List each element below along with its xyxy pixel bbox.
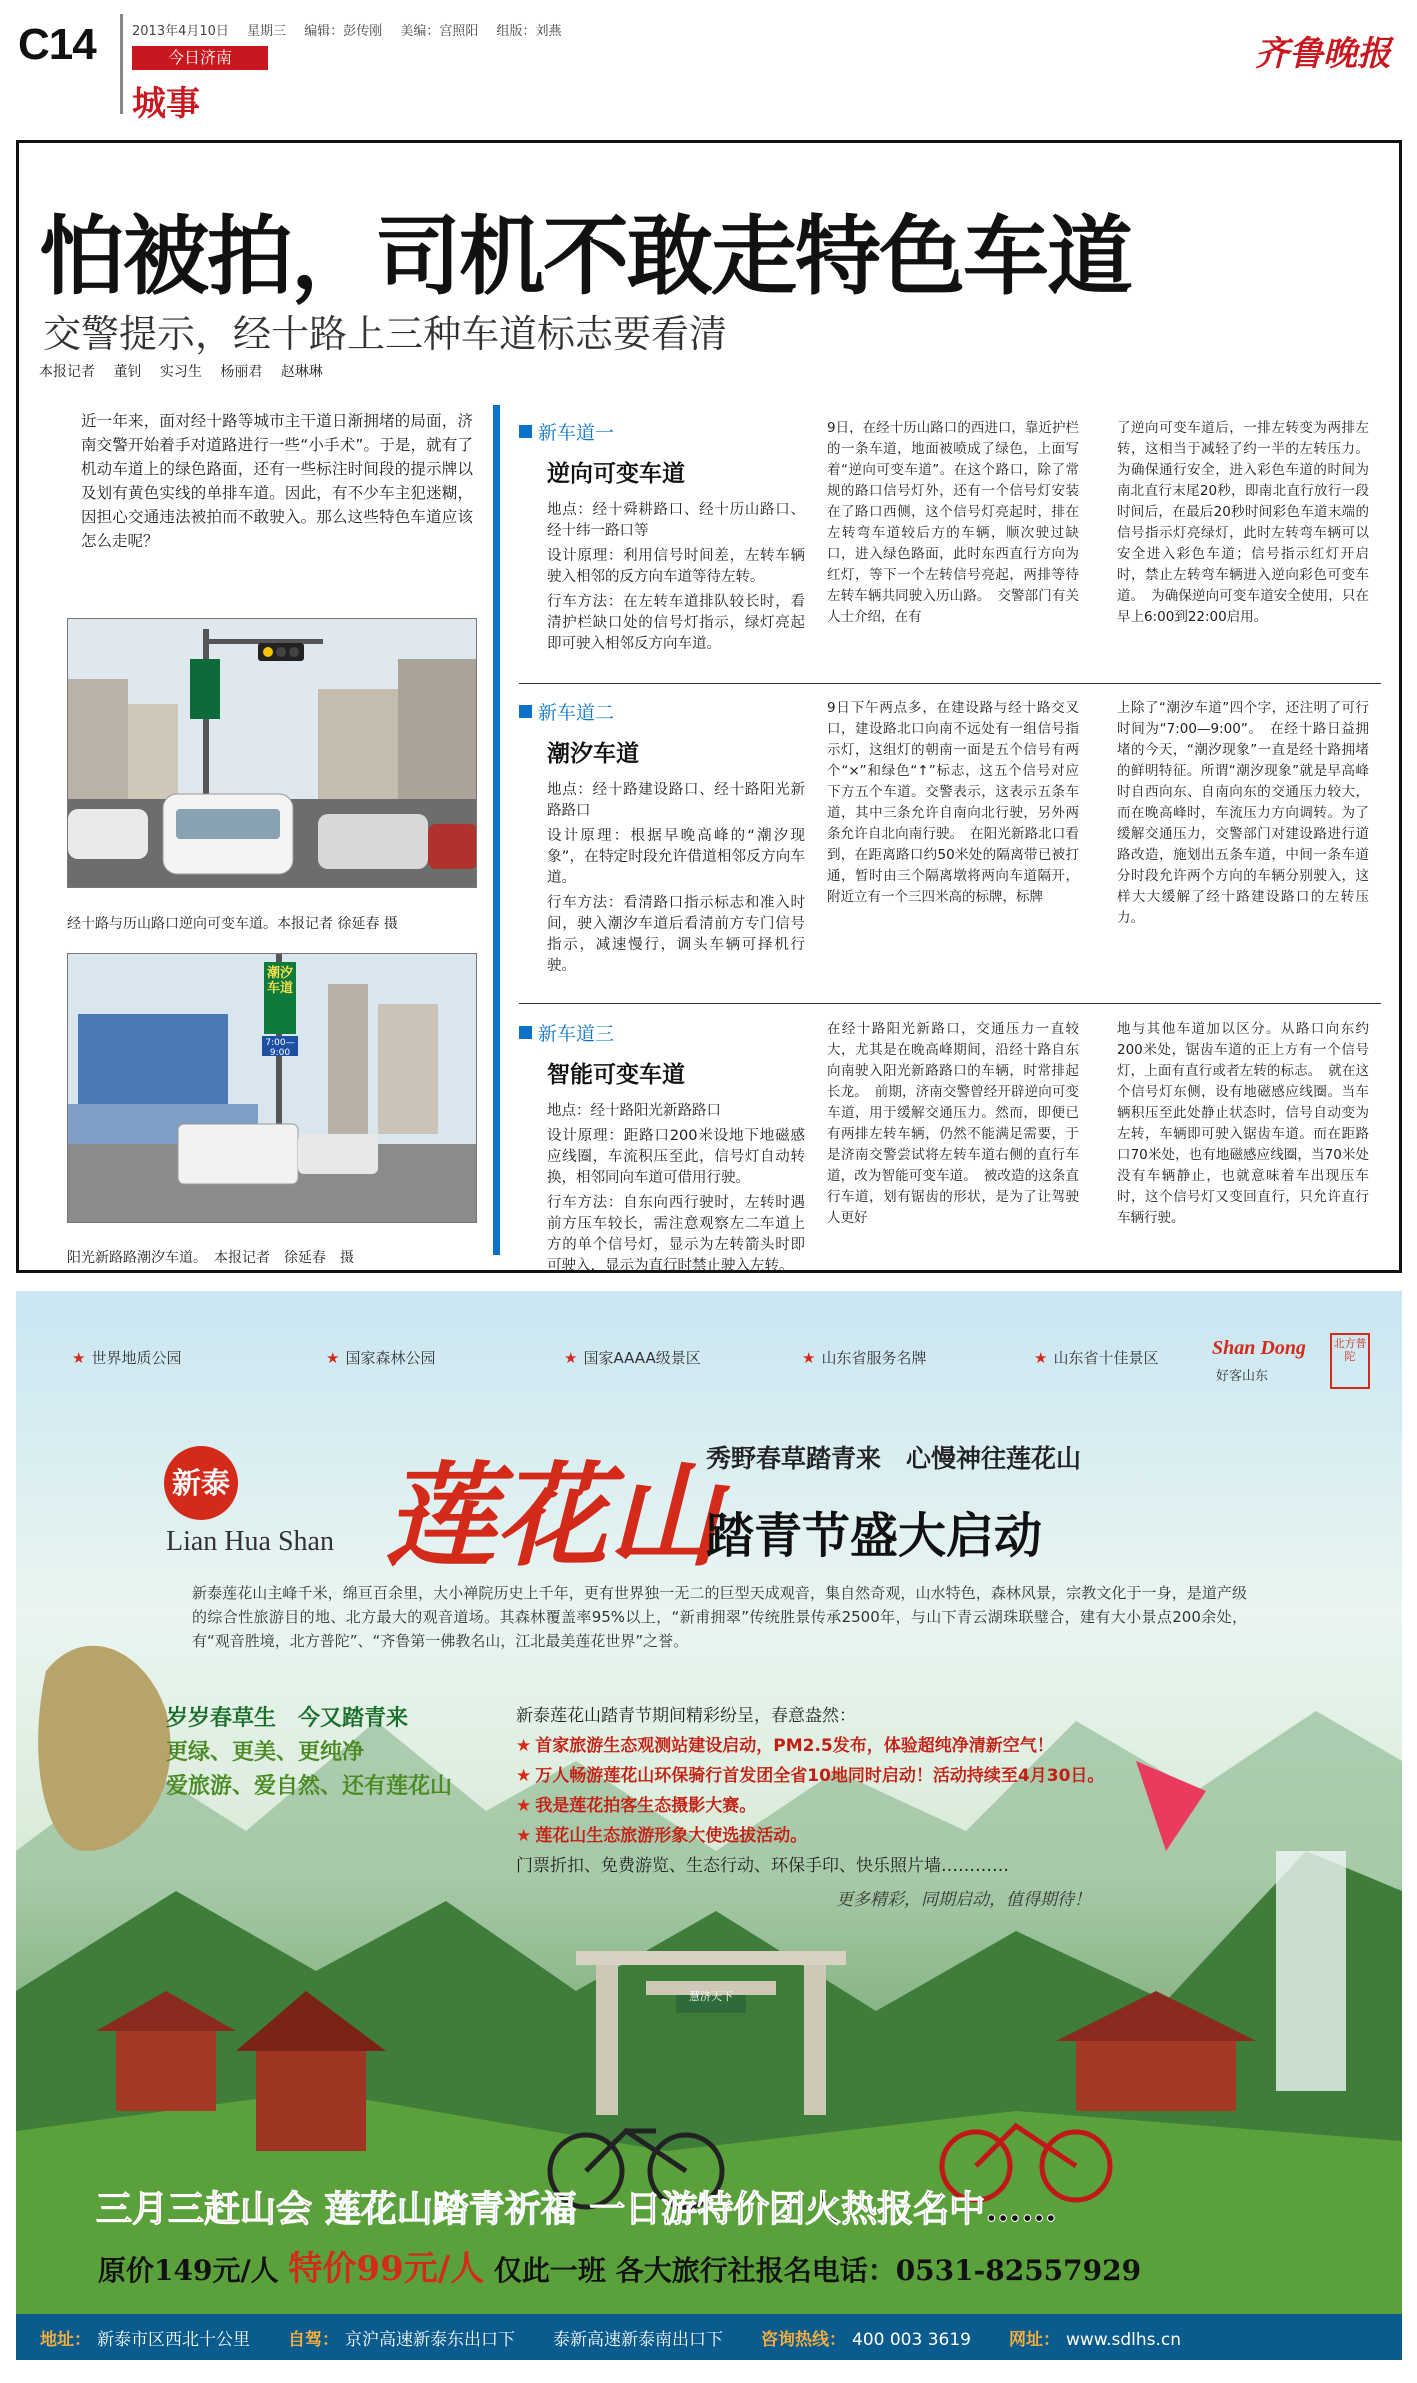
- event-item: [516, 1731, 1104, 1761]
- star-icon: ★: [1034, 1349, 1048, 1367]
- section-divider: [519, 1003, 1381, 1004]
- banner-theme: 莲花山踏青祈福: [324, 2188, 577, 2230]
- news-photo-reversible-lane: [67, 618, 477, 888]
- star-icon: ★: [802, 1349, 816, 1367]
- lane-title: 智能可变车道: [547, 1062, 685, 1088]
- original-price: 原价149元/人: [98, 2254, 279, 2287]
- star-icon: ★: [72, 1349, 86, 1367]
- events-title: 新泰莲花山踏青节期间精彩纷呈，春意盎然：: [516, 1706, 856, 1726]
- slogan-line: 更绿、更美、更纯净: [166, 1739, 365, 1765]
- proof-credit: 组版：刘燕: [496, 24, 562, 39]
- lane-location: 地点：经十路建设路口、经十路阳光新路路口: [547, 782, 805, 819]
- shandong-tourism-logo: [1212, 1333, 1382, 1391]
- square-bullet-icon: [519, 1026, 532, 1039]
- photo-caption: 经十路与历山路口逆向可变车道。本报记者 徐延春 摄: [67, 916, 398, 932]
- event-item: [516, 1761, 1104, 1791]
- brand-prefix-badge: 新泰: [164, 1446, 238, 1520]
- section-divider: [519, 683, 1381, 684]
- booking-phone: 各大旅行社报名电话：0531-82557929: [615, 2254, 1142, 2287]
- footer-value: www.sdlhs.cn: [1065, 2329, 1182, 2350]
- brand-name-calligraphy: 莲花山: [384, 1451, 720, 1582]
- lead-paragraph: 近一年来，面对经十路等城市主干道日渐拥堵的局面，济南交警开始着手对道路进行一些“小手术”。于是，就有了机动车道上的绿色路面，还有一些标注时间段的提示牌以及划有黄色实线的单排车道。因此，有不少车主犯迷糊，因担心交通违法被拍而不敢驶入。那么这些特色车道应该怎么走呢？: [81, 412, 473, 550]
- lane-method: 行车方法：在左转车道排队较长时，看清护栏缺口处的信号灯指示，绿灯亮起即可驶入相邻反方向车道。: [547, 594, 805, 652]
- logo-subtitle: 好客山东: [1216, 1369, 1269, 1384]
- byline-author: 杨丽君: [220, 364, 263, 380]
- news-photo-tidal-lane: [67, 953, 477, 1223]
- award-label: 山东省服务名牌: [821, 1349, 927, 1367]
- footer-item: [1009, 2325, 1181, 2350]
- lane-location: 地点：经十路阳光新路路口: [547, 1103, 721, 1119]
- event-label: 万人畅游莲花山环保骑行首发团全省10地同时启动！活动持续至4月30日。: [535, 1766, 1105, 1786]
- banner-event: 三月三赶山会: [96, 2188, 313, 2230]
- seal-stamp: 北方普陀: [1330, 1333, 1370, 1389]
- footer-value: 400 003 3619: [852, 2329, 971, 2350]
- slogan-line: 岁岁春草生 今又踏青来: [166, 1705, 409, 1731]
- footer-item: [553, 2325, 723, 2350]
- event-item: [516, 1791, 1104, 1821]
- star-icon: ★: [516, 1826, 532, 1846]
- star-icon: ★: [564, 1349, 578, 1367]
- lane-method: 行车方法：看清路口指示标志和准入时间，驶入潮汐车道后看清前方专门信号指示，减速慢行，调头车辆可择机行驶。: [547, 895, 805, 974]
- lane-tag-label: 新车道一: [538, 422, 615, 444]
- issue-weekday: 星期三: [247, 24, 287, 39]
- brand-pinyin: Lian Hua Shan: [166, 1526, 334, 1557]
- header-divider: [120, 14, 123, 114]
- lane-2-body-col2: 上除了“潮汐车道”四个字，还注明了可行时间为“7:00—9:00”。 在经十路日益拥堵的今天，“潮汐现象”一直是经十路拥堵的鲜明特征。所谓“潮汐现象”就是早高峰时自西向东、自南向东的交通压力较大，而在晚高峰时，车流压力方向调转。为了缓解交通压力，交警部门对建设路进行道路改造，施划出五条车道，中间一条车道分时段允许两个方向的车辆分别驶入，这样大大缓解了经十路建设路口的左转压力。: [1117, 700, 1369, 926]
- lane-principle: 设计原理：距路口200米设地下地磁感应线圈，车流积压至此，信号灯自动转换，相邻同向车道可借用行驶。: [547, 1128, 805, 1186]
- lane-location: 地点：经十舜耕路口、经十历山路口、经十纬一路口等: [547, 502, 805, 539]
- issue-meta: [132, 20, 576, 39]
- star-icon: ★: [326, 1349, 340, 1367]
- art-editor-credit: 美编：宫照阳: [400, 24, 479, 39]
- tidal-lane-hours: 7:00—9:00: [265, 1038, 295, 1058]
- lane-3-body-col2: 地与其他车道加以区分。从路口向东约200米处，锯齿车道的正上方有一个信号灯，上面有直行或者左转的标志。 就在这个信号灯东侧，设有地磁感应线圈。当车辆积压至此处静止状态时，信号自动变为左转，车辆即可驶入锯齿车道。而在距路口70米处，也有地磁感应线圈，当70米处没有车辆静止，也就意味着车出现压车时，这个信号灯又变回直行，只允许直行车辆行驶。: [1117, 1021, 1369, 1226]
- lianhuashan-advertisement: [16, 1291, 1402, 2360]
- lane-principle: 设计原理：利用信号时间差，左转车辆驶入相邻的反方向车道等待左转。: [547, 548, 805, 585]
- footer-item: [288, 2325, 515, 2350]
- footer-item: [40, 2325, 250, 2350]
- event-tail: 门票折扣、免费游览、生态行动、环保手印、快乐照片墙…………: [516, 1856, 1009, 1876]
- slogan-line: 爱旅游、爱自然、还有莲花山: [166, 1773, 453, 1799]
- lane-title: 潮汐车道: [547, 741, 639, 767]
- lane-tag-label: 新车道三: [538, 1023, 615, 1045]
- newspaper-logo: 齐鲁晚报: [1255, 34, 1391, 74]
- special-price: 特价99元/人: [288, 2249, 485, 2289]
- section-name: 城事: [132, 84, 200, 124]
- headline: 怕被拍，司机不敢走特色车道: [39, 207, 1131, 307]
- editor-credit: 编辑：彭传刚: [304, 24, 383, 39]
- issue-date: 2013年4月10日: [132, 24, 229, 39]
- lane-3-body-col1: 在经十路阳光新路口，交通压力一直较大，尤其是在晚高峰期间，沿经十路自东向南驶入阳光新路路口的车辆，时常排起长龙。 前期，济南交警曾经开辟逆向可变车道，用于缓解交通压力。然而，即便已有两排左转车辆，仍然不能满足需要，于是济南交警尝试将左转车道右侧的直行车道，改为智能可变车道。 被改造的这条直行车道，划有锯齿的形状，是为了让驾驶人更好: [827, 1021, 1079, 1226]
- page-header: [0, 0, 1417, 135]
- square-bullet-icon: [519, 705, 532, 718]
- award-label: 国家森林公园: [345, 1349, 436, 1367]
- byline: [39, 361, 337, 381]
- column-rule: [493, 405, 500, 1255]
- lane-1-body-col2: 了逆向可变车道后，一排左转变为两排左转，这相当于减轻了约一半的左转压力。为确保通行安全，进入彩色车道的时间为南北直行末尾20秒，即南北直行放行一段时间后，在最后20秒时间彩色车道末端的信号指示灯亮绿灯，此时左转弯车辆可以安全进入彩色车道；信号指示红灯开启时，禁止左转弯车辆进入逆向彩色可变车道。 为确保逆向可变车道安全使用，只在早上6:00到22:00启用。: [1117, 420, 1369, 625]
- event-item: [516, 1821, 1104, 1851]
- news-article: [16, 140, 1402, 1273]
- ad-launch-headline: 踏青节盛大启动: [706, 1508, 1043, 1564]
- price-line: [98, 2241, 1141, 2290]
- award-label: 国家AAAA级景区: [583, 1349, 701, 1367]
- lane-2-body-col1: 9日下午两点多，在建设路与经十路交叉口，建设路北口向南不远处有一组信号指示灯，这组灯的朝南一面是五个信号有两个“×”和绿色“↑”标志，这五个信号对应下方五个车道。交警表示，这表示五条车道，其中三条允许自南向北行驶，另外两条允许自北向南行驶。 在阳光新路北口看到，在距离路口约50米处的隔离带已被打通，暂时由三个隔离墩将两向车道隔开，附近立有一个三四米高的标牌，标牌: [827, 700, 1079, 905]
- award-item: [802, 1347, 926, 1368]
- award-label: 山东省十佳景区: [1053, 1349, 1159, 1367]
- photo-caption: 阳光新路路潮汐车道。 本报记者 徐延春 摄: [67, 1250, 354, 1266]
- footer-key: 咨询热线：: [761, 2329, 846, 2350]
- byline-author: 赵琳琳: [280, 364, 323, 380]
- award-item: [1034, 1347, 1158, 1368]
- more-events-note: 更多精彩，同期启动，值得期待！: [836, 1890, 1091, 1910]
- ad-introduction: 新泰莲花山主峰千米，绵亘百余里，大小禅院历史上千年，更有世界独一无二的巨型天成观音，集自然奇观，山水特色，森林风景，宗教文化于一身，是道产级的综合性旅游目的地、北方最大的观音道场。其森林覆盖率95%以上，“新甫拥翠”传统胜景传承2500年，与山下青云湖珠联璧合，建有大小景点200余处，有“观音胜境，北方普陀”、“齐鲁第一佛教名山，江北最美莲花世界”之誉。: [192, 1584, 1247, 1650]
- lane-description: [547, 500, 805, 659]
- lane-tag-label: 新车道二: [538, 702, 615, 724]
- award-label: 世界地质公园: [91, 1349, 182, 1367]
- star-icon: ★: [516, 1766, 532, 1786]
- event-label: 莲花山生态旅游形象大使选拔活动。: [535, 1826, 808, 1846]
- banner-tail: 一日游特价团火热报名中……: [589, 2188, 1058, 2230]
- lane-1-body-col1: 9日，在经十历山路口的西进口，靠近护栏的一条车道，地面被喷成了绿色，上面写着“逆向可变车道”。在这个路口，除了常规的路口信号灯外，还有一个信号灯安装在了路口西侧，这个信号灯亮起时，排在左转弯车道较后方的车辆，顺次驶过缺口，进入绿色路面，此时东西直行方向为红灯，等下一个左转信号亮起，两排等待左转车辆共同驶入历山路。 交警部门有关人士介绍，在有: [827, 420, 1079, 625]
- lane-principle: 设计原理：根据早晚高峰的“潮汐现象”，在特定时段允许借道相邻反方向车道。: [547, 828, 805, 886]
- footer-value: 新泰市区西北十公里: [97, 2329, 250, 2350]
- event-label: 我是莲花拍客生态摄影大赛。: [535, 1796, 757, 1816]
- limited-note: 仅此一班: [493, 2254, 606, 2287]
- ad-slogan: 秀野春草踏青来 心慢神往莲花山: [706, 1444, 1082, 1473]
- star-icon: ★: [516, 1796, 532, 1816]
- award-item: [72, 1347, 181, 1368]
- tidal-lane-sign: 潮汐车道: [266, 966, 293, 996]
- award-item: [564, 1347, 701, 1368]
- promo-banner: [96, 2181, 1057, 2232]
- event-label: 首家旅游生态观测站建设启动，PM2.5发布，体验超纯净清新空气！: [535, 1736, 1054, 1756]
- byline-role: 实习生: [159, 364, 202, 380]
- footer-value: 京沪高速新泰东出口下: [345, 2329, 515, 2350]
- green-slogans: [166, 1701, 452, 1803]
- lane-description: [547, 780, 805, 981]
- lane-method: 行车方法：自东向西行驶时，左转时遇前方压车较长，需注意观察左二车道上方的单个信号灯，显示为左转箭头时即可驶入，显示为直行时禁止驶入左转。: [547, 1195, 805, 1274]
- events-list: [516, 1731, 1104, 1881]
- section-tag: 今日济南: [132, 46, 268, 70]
- page-number: C14: [18, 20, 96, 69]
- award-item: [326, 1347, 435, 1368]
- square-bullet-icon: [519, 425, 532, 438]
- footer-item: [761, 2325, 971, 2350]
- star-icon: ★: [516, 1736, 532, 1756]
- byline-role: 本报记者: [39, 364, 95, 380]
- gate-plaque: 慧济天下: [689, 1990, 733, 2003]
- byline-author: 董钊: [113, 364, 142, 380]
- lane-title: 逆向可变车道: [547, 461, 685, 487]
- footer-key: 网址：: [1008, 2329, 1060, 2350]
- ad-footer-bar: [16, 2314, 1402, 2360]
- footer-key: 自驾：: [288, 2329, 339, 2350]
- lane-description: [547, 1101, 805, 1281]
- logo-text: Shan Dong: [1212, 1337, 1306, 1359]
- footer-value: 泰新高速新泰南出口下: [553, 2329, 723, 2350]
- subheadline: 交警提示，经十路上三种车道标志要看清: [43, 312, 728, 356]
- footer-key: 地址：: [40, 2329, 91, 2350]
